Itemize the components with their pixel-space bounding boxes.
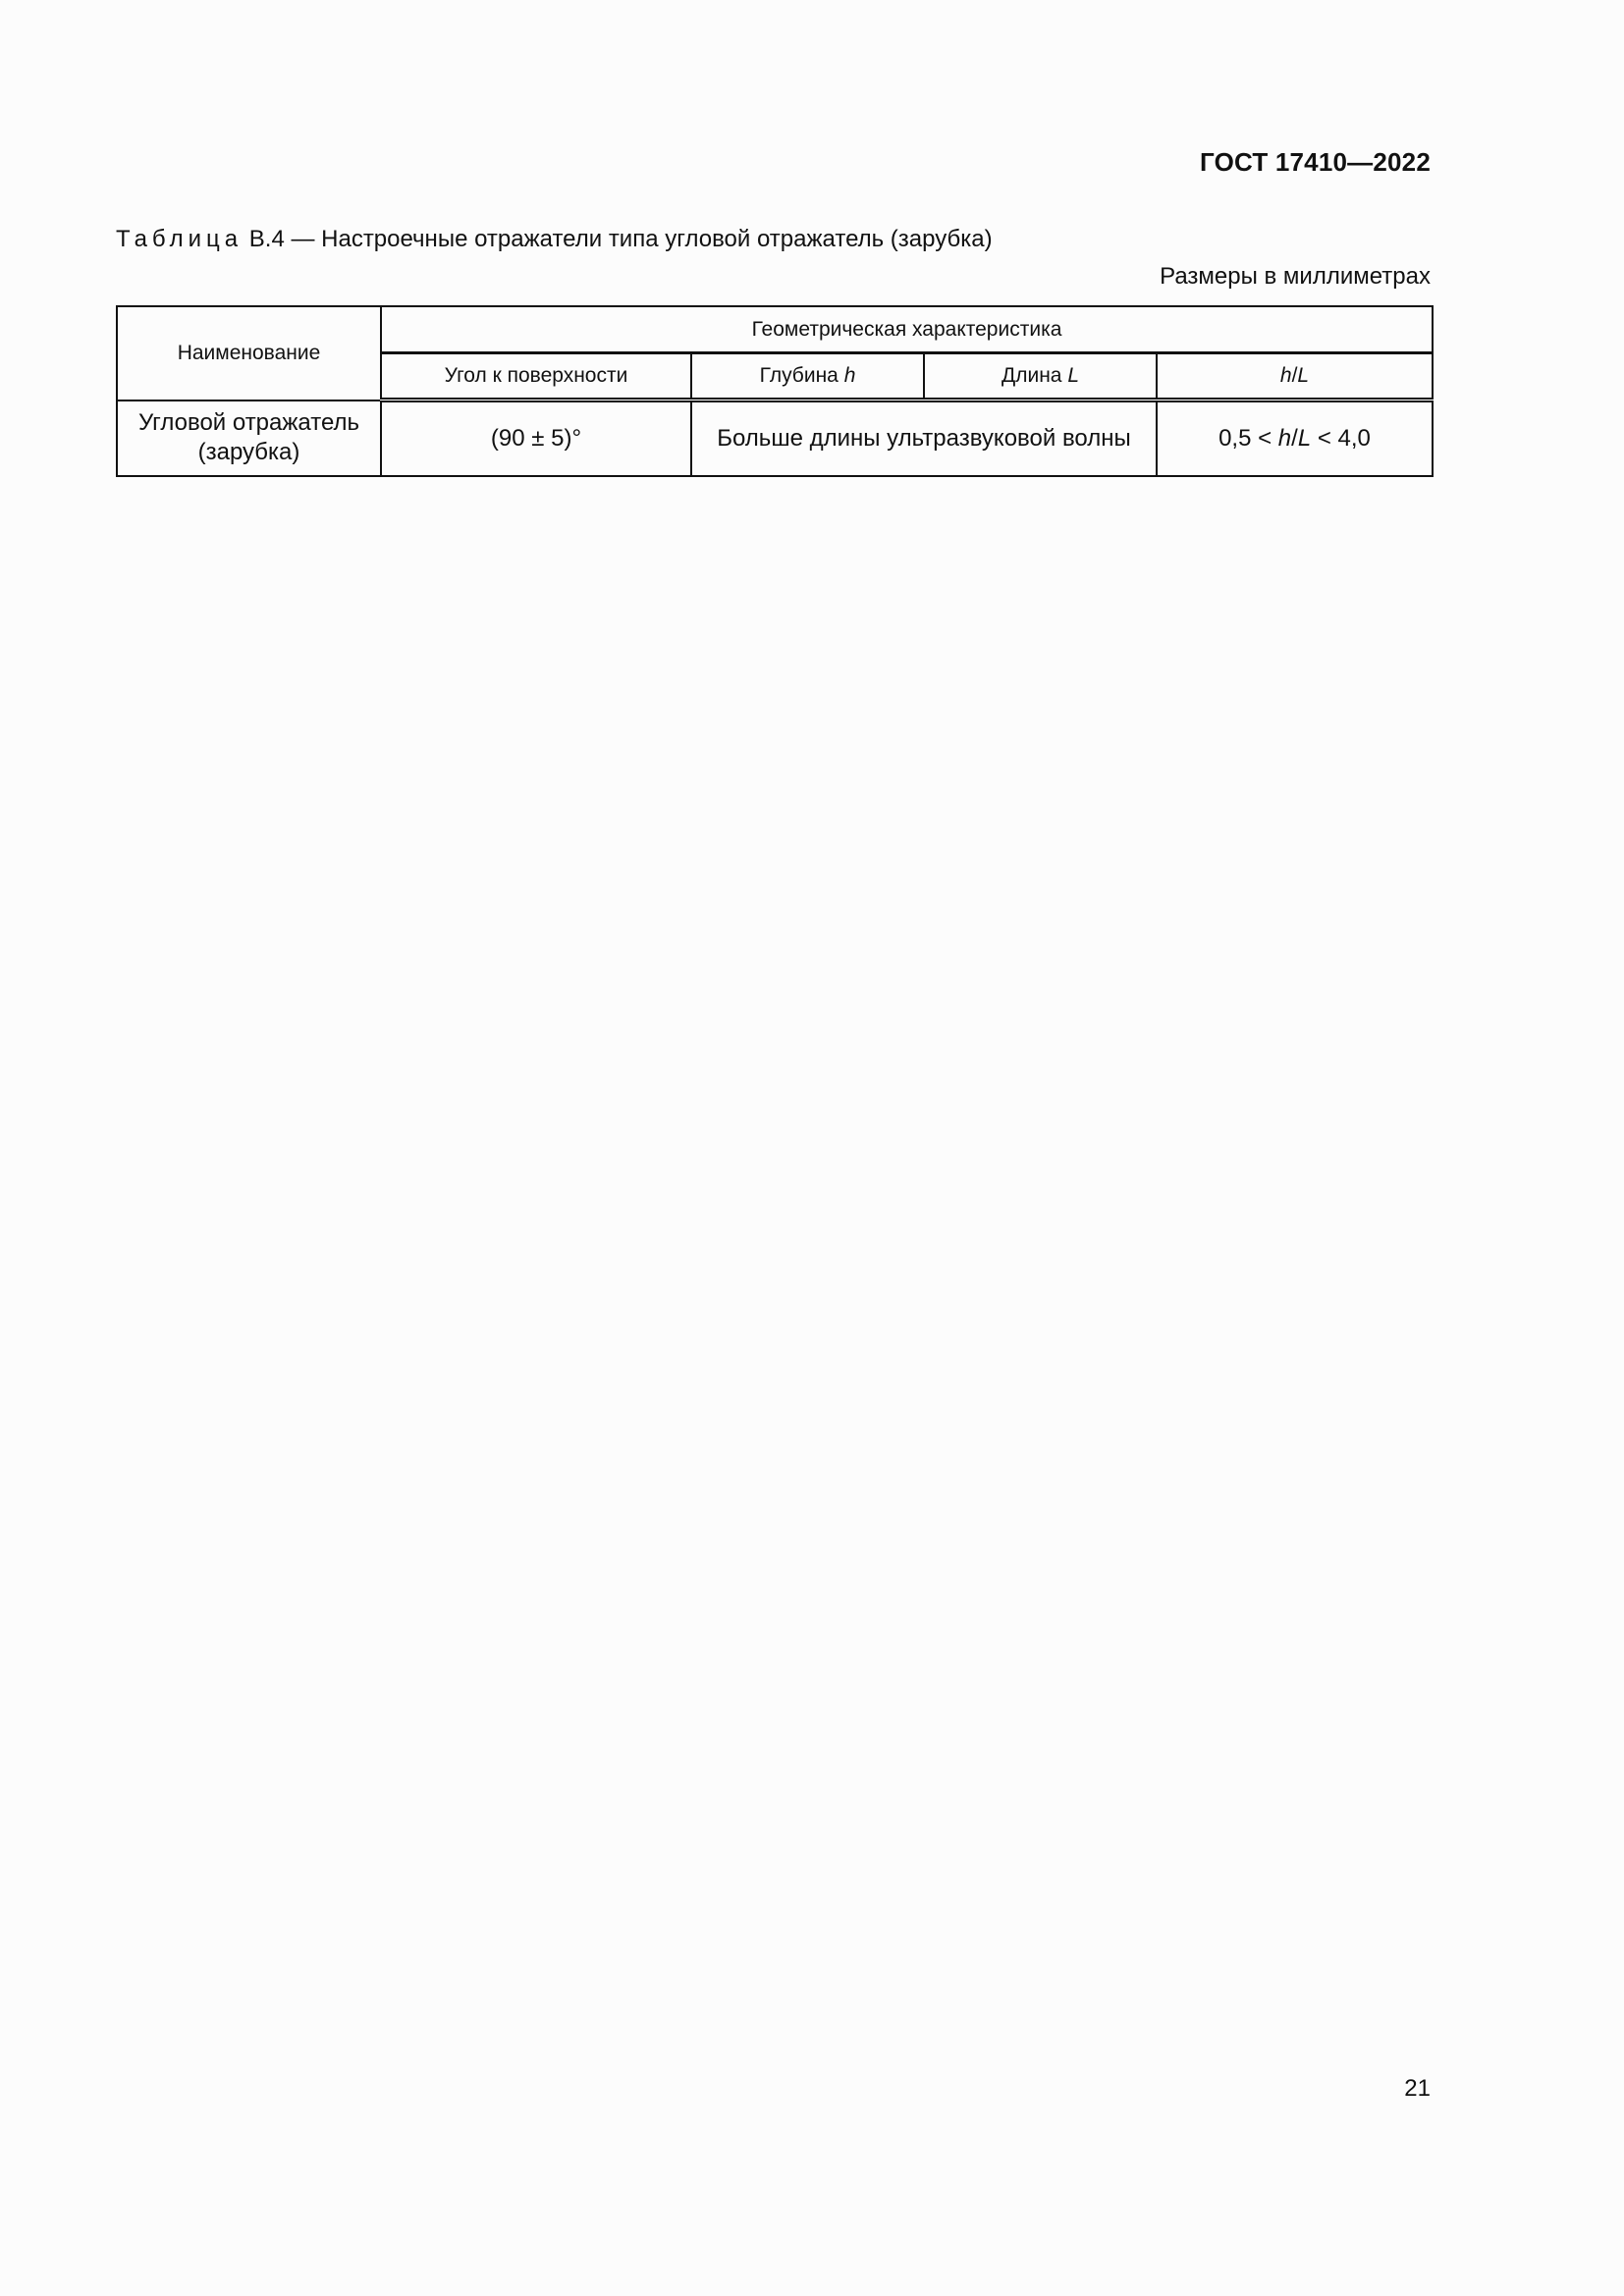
header-ratio-h: h	[1279, 364, 1292, 387]
row-ratio-l: L	[1297, 425, 1312, 452]
header-length-symbol: L	[1067, 364, 1079, 387]
row-name-cell: Угловой отражатель (зарубка)	[117, 400, 381, 477]
row-ratio-cell	[1157, 400, 1433, 477]
header-name-cell: Наименование	[117, 306, 381, 400]
row-depth-length-cell: Больше длины ультразвуковой волны	[691, 400, 1157, 477]
table-row	[117, 400, 1433, 477]
row-angle-cell: (90 ± 5)°	[381, 400, 691, 477]
document-code: ГОСТ 17410—2022	[1200, 147, 1431, 177]
header-depth-label: Глубина	[759, 364, 844, 387]
table-caption-text: В.4 — Настроечные отражатели типа угловой отражатель (зарубка)	[243, 226, 993, 252]
row-ratio-prefix: 0,5 <	[1218, 425, 1278, 452]
header-depth-cell	[691, 353, 924, 400]
header-geometry-group: Геометрическая характеристика	[381, 306, 1433, 353]
row-ratio-suffix: < 4,0	[1311, 425, 1371, 452]
header-depth-symbol: h	[843, 364, 856, 387]
header-ratio-slash: /	[1291, 364, 1298, 387]
table-caption	[116, 226, 993, 253]
header-length-cell	[924, 353, 1157, 400]
header-angle-cell: Угол к поверхности	[381, 353, 691, 400]
page-number: 21	[1404, 2075, 1431, 2102]
units-note: Размеры в миллиметрах	[1160, 263, 1431, 290]
row-ratio-h: h	[1277, 425, 1292, 452]
row-ratio-slash: /	[1291, 425, 1298, 452]
table-caption-prefix: Таблица	[116, 226, 244, 252]
header-ratio-l: L	[1297, 364, 1310, 387]
reflector-table	[116, 305, 1434, 477]
header-ratio-cell	[1157, 353, 1433, 400]
header-length-label: Длина	[1001, 364, 1068, 387]
